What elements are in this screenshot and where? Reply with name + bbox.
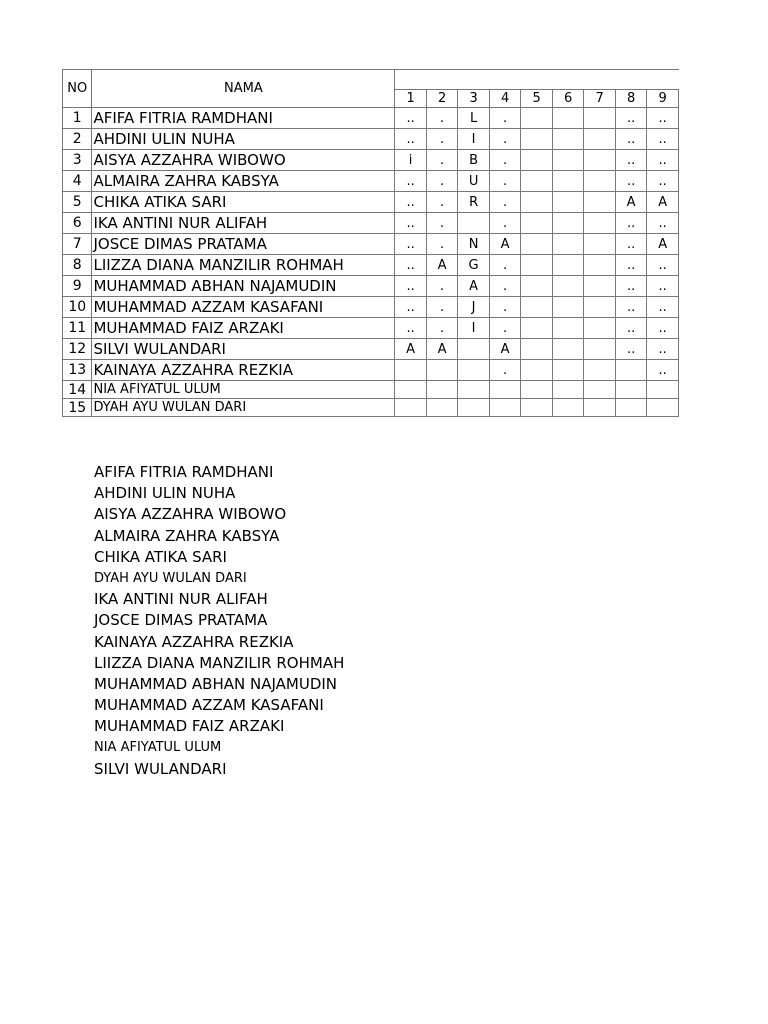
attendance-mark: A xyxy=(489,234,521,255)
row-number: 6 xyxy=(63,213,92,234)
attendance-mark xyxy=(458,399,490,417)
header-day-1: 1 xyxy=(395,90,427,108)
student-name: NIA AFIYATUL ULUM xyxy=(92,381,395,399)
header-day-5: 5 xyxy=(521,90,553,108)
attendance-mark: . xyxy=(426,150,458,171)
attendance-mark xyxy=(584,150,616,171)
attendance-mark xyxy=(615,381,647,399)
attendance-mark: . xyxy=(426,171,458,192)
attendance-mark: . xyxy=(489,276,521,297)
attendance-mark xyxy=(489,399,521,417)
student-name: KAINAYA AZZAHRA REZKIA xyxy=(92,360,395,381)
attendance-mark xyxy=(552,399,584,417)
attendance-mark xyxy=(521,297,553,318)
list-item: IKA ANTINI NUR ALIFAH xyxy=(94,590,268,609)
header-no: NO xyxy=(63,70,92,108)
attendance-mark xyxy=(552,171,584,192)
attendance-mark: A xyxy=(647,192,679,213)
header-day-3: 3 xyxy=(458,90,490,108)
attendance-mark: . xyxy=(489,150,521,171)
attendance-mark: . xyxy=(489,213,521,234)
attendance-mark xyxy=(521,192,553,213)
row-number: 10 xyxy=(63,297,92,318)
attendance-mark xyxy=(615,399,647,417)
attendance-mark: . xyxy=(489,255,521,276)
list-item: NIA AFIYATUL ULUM xyxy=(94,740,222,756)
attendance-mark: .. xyxy=(395,276,427,297)
attendance-mark: I xyxy=(458,318,490,339)
attendance-mark: L xyxy=(458,108,490,129)
attendance-mark: A xyxy=(426,255,458,276)
attendance-mark: .. xyxy=(647,339,679,360)
attendance-mark: . xyxy=(426,318,458,339)
attendance-mark xyxy=(584,318,616,339)
attendance-mark xyxy=(584,213,616,234)
attendance-mark xyxy=(395,381,427,399)
attendance-mark xyxy=(521,360,553,381)
attendance-mark: B xyxy=(458,150,490,171)
list-item: MUHAMMAD AZZAM KASAFANI xyxy=(94,696,324,715)
list-item: AISYA AZZAHRA WIBOWO xyxy=(94,505,287,524)
row-number: 1 xyxy=(63,108,92,129)
row-number: 3 xyxy=(63,150,92,171)
table-row xyxy=(63,360,679,381)
row-number: 7 xyxy=(63,234,92,255)
attendance-mark: . xyxy=(489,297,521,318)
row-number: 11 xyxy=(63,318,92,339)
attendance-mark xyxy=(552,192,584,213)
student-name: DYAH AYU WULAN DARI xyxy=(92,399,395,417)
attendance-mark: .. xyxy=(647,213,679,234)
attendance-mark xyxy=(552,255,584,276)
attendance-mark: .. xyxy=(395,234,427,255)
row-number: 9 xyxy=(63,276,92,297)
attendance-mark xyxy=(584,276,616,297)
table-row xyxy=(63,318,679,339)
header-day-9: 9 xyxy=(647,90,679,108)
table-row xyxy=(63,108,679,129)
row-number: 8 xyxy=(63,255,92,276)
attendance-mark: .. xyxy=(395,213,427,234)
student-name: MUHAMMAD AZZAM KASAFANI xyxy=(92,297,395,318)
attendance-mark xyxy=(521,129,553,150)
attendance-mark xyxy=(647,399,679,417)
table-row xyxy=(63,150,679,171)
attendance-mark xyxy=(426,360,458,381)
attendance-mark: .. xyxy=(647,297,679,318)
table-row xyxy=(63,399,679,417)
attendance-mark: G xyxy=(458,255,490,276)
row-number: 4 xyxy=(63,171,92,192)
attendance-mark: .. xyxy=(615,213,647,234)
attendance-mark: .. xyxy=(395,171,427,192)
attendance-mark xyxy=(552,297,584,318)
attendance-mark xyxy=(584,108,616,129)
table-row xyxy=(63,171,679,192)
attendance-mark xyxy=(552,234,584,255)
attendance-mark: . xyxy=(489,171,521,192)
attendance-mark: N xyxy=(458,234,490,255)
attendance-mark: . xyxy=(489,360,521,381)
attendance-mark: . xyxy=(426,192,458,213)
list-item: AFIFA FITRIA RAMDHANI xyxy=(94,463,274,481)
attendance-mark xyxy=(458,381,490,399)
attendance-mark xyxy=(489,381,521,399)
attendance-mark: R xyxy=(458,192,490,213)
row-number: 12 xyxy=(63,339,92,360)
attendance-mark: A xyxy=(395,339,427,360)
attendance-mark xyxy=(521,318,553,339)
attendance-mark: . xyxy=(426,108,458,129)
attendance-mark: A xyxy=(426,339,458,360)
attendance-mark xyxy=(584,360,616,381)
attendance-mark: J xyxy=(458,297,490,318)
attendance-mark: .. xyxy=(615,129,647,150)
student-name: MUHAMMAD ABHAN NAJAMUDIN xyxy=(92,276,395,297)
attendance-mark xyxy=(521,234,553,255)
attendance-mark xyxy=(552,318,584,339)
table-row xyxy=(63,381,679,399)
list-item: KAINAYA AZZAHRA REZKIA xyxy=(94,632,294,651)
attendance-mark: .. xyxy=(615,276,647,297)
attendance-mark xyxy=(395,360,427,381)
header-day-2: 2 xyxy=(426,90,458,108)
attendance-mark: A xyxy=(615,192,647,213)
student-name: AISYA AZZAHRA WIBOWO xyxy=(92,150,395,171)
attendance-mark xyxy=(584,381,616,399)
attendance-mark xyxy=(584,192,616,213)
attendance-mark xyxy=(521,108,553,129)
attendance-mark xyxy=(552,129,584,150)
attendance-mark: A xyxy=(647,234,679,255)
attendance-mark xyxy=(552,381,584,399)
table-row xyxy=(63,129,679,150)
attendance-mark: . xyxy=(489,192,521,213)
attendance-mark: .. xyxy=(647,108,679,129)
student-name: LIIZZA DIANA MANZILIR ROHMAH xyxy=(92,255,395,276)
row-number: 14 xyxy=(63,381,92,399)
student-name: IKA ANTINI NUR ALIFAH xyxy=(92,213,395,234)
attendance-mark: .. xyxy=(647,360,679,381)
attendance-mark: . xyxy=(426,297,458,318)
name-list xyxy=(94,462,344,780)
table-row xyxy=(63,234,679,255)
attendance-mark: I xyxy=(458,129,490,150)
row-number: 2 xyxy=(63,129,92,150)
attendance-mark: .. xyxy=(615,234,647,255)
header-day-4: 4 xyxy=(489,90,521,108)
list-item: ALMAIRA ZAHRA KABSYA xyxy=(94,526,280,545)
attendance-mark: .. xyxy=(395,108,427,129)
row-number: 15 xyxy=(63,399,92,417)
attendance-mark: .. xyxy=(647,129,679,150)
header-name: NAMA xyxy=(92,70,395,108)
attendance-mark: .. xyxy=(395,129,427,150)
list-item: SILVI WULANDARI xyxy=(94,759,227,778)
list-item: LIIZZA DIANA MANZILIR ROHMAH xyxy=(94,653,345,672)
attendance-mark xyxy=(395,399,427,417)
attendance-mark: .. xyxy=(395,192,427,213)
attendance-mark: . xyxy=(489,108,521,129)
student-name: AFIFA FITRIA RAMDHANI xyxy=(92,108,395,129)
attendance-mark xyxy=(584,171,616,192)
attendance-mark: .. xyxy=(615,339,647,360)
list-item: JOSCE DIMAS PRATAMA xyxy=(94,611,268,630)
attendance-mark: U xyxy=(458,171,490,192)
attendance-mark xyxy=(584,129,616,150)
attendance-mark: .. xyxy=(395,318,427,339)
attendance-mark: .. xyxy=(615,318,647,339)
attendance-mark xyxy=(584,255,616,276)
attendance-table xyxy=(62,69,679,417)
header-day-7: 7 xyxy=(584,90,616,108)
attendance-mark xyxy=(521,339,553,360)
attendance-mark xyxy=(458,339,490,360)
table-row xyxy=(63,255,679,276)
attendance-mark: .. xyxy=(647,171,679,192)
list-item: AHDINI ULIN NUHA xyxy=(94,484,236,503)
attendance-mark: . xyxy=(426,276,458,297)
student-name: AHDINI ULIN NUHA xyxy=(92,129,395,150)
attendance-mark xyxy=(521,213,553,234)
student-name: CHIKA ATIKA SARI xyxy=(92,192,395,213)
attendance-mark xyxy=(615,360,647,381)
attendance-mark: .. xyxy=(647,318,679,339)
attendance-mark xyxy=(521,381,553,399)
attendance-mark: .. xyxy=(615,171,647,192)
student-name: SILVI WULANDARI xyxy=(92,339,395,360)
student-name: MUHAMMAD FAIZ ARZAKI xyxy=(92,318,395,339)
list-item: CHIKA ATIKA SARI xyxy=(94,547,227,566)
table-row xyxy=(63,213,679,234)
attendance-mark: . xyxy=(426,234,458,255)
attendance-mark xyxy=(521,150,553,171)
attendance-mark: .. xyxy=(615,108,647,129)
attendance-mark: .. xyxy=(647,276,679,297)
header-day-6: 6 xyxy=(552,90,584,108)
attendance-mark xyxy=(521,276,553,297)
attendance-mark: . xyxy=(489,318,521,339)
table-row xyxy=(63,339,679,360)
attendance-mark: .. xyxy=(647,255,679,276)
attendance-mark: .. xyxy=(395,255,427,276)
table-row xyxy=(63,276,679,297)
attendance-mark: . xyxy=(426,213,458,234)
attendance-mark xyxy=(552,150,584,171)
attendance-mark xyxy=(552,108,584,129)
row-number: 13 xyxy=(63,360,92,381)
attendance-mark: .. xyxy=(647,150,679,171)
attendance-mark: . xyxy=(426,129,458,150)
attendance-mark: i xyxy=(395,150,427,171)
attendance-mark xyxy=(552,360,584,381)
attendance-mark xyxy=(521,399,553,417)
list-item: MUHAMMAD FAIZ ARZAKI xyxy=(94,717,285,736)
header-days-group xyxy=(395,70,679,90)
attendance-mark: .. xyxy=(395,297,427,318)
attendance-mark xyxy=(426,381,458,399)
attendance-mark xyxy=(521,255,553,276)
student-name: JOSCE DIMAS PRATAMA xyxy=(92,234,395,255)
attendance-mark: A xyxy=(489,339,521,360)
attendance-mark xyxy=(584,399,616,417)
attendance-mark xyxy=(426,399,458,417)
attendance-mark: .. xyxy=(615,297,647,318)
attendance-mark: .. xyxy=(615,150,647,171)
list-item: MUHAMMAD ABHAN NAJAMUDIN xyxy=(94,674,338,693)
list-item: DYAH AYU WULAN DARI xyxy=(94,570,247,586)
row-number: 5 xyxy=(63,192,92,213)
attendance-mark: .. xyxy=(615,255,647,276)
attendance-mark xyxy=(552,213,584,234)
attendance-mark xyxy=(584,339,616,360)
student-name: ALMAIRA ZAHRA KABSYA xyxy=(92,171,395,192)
attendance-mark: . xyxy=(489,129,521,150)
attendance-mark xyxy=(458,213,490,234)
attendance-mark xyxy=(552,276,584,297)
attendance-mark xyxy=(584,234,616,255)
attendance-mark xyxy=(458,360,490,381)
attendance-mark xyxy=(521,171,553,192)
table-row xyxy=(63,297,679,318)
header-day-8: 8 xyxy=(615,90,647,108)
attendance-mark: A xyxy=(458,276,490,297)
attendance-mark xyxy=(552,339,584,360)
attendance-mark xyxy=(647,381,679,399)
table-row xyxy=(63,192,679,213)
attendance-mark xyxy=(584,297,616,318)
